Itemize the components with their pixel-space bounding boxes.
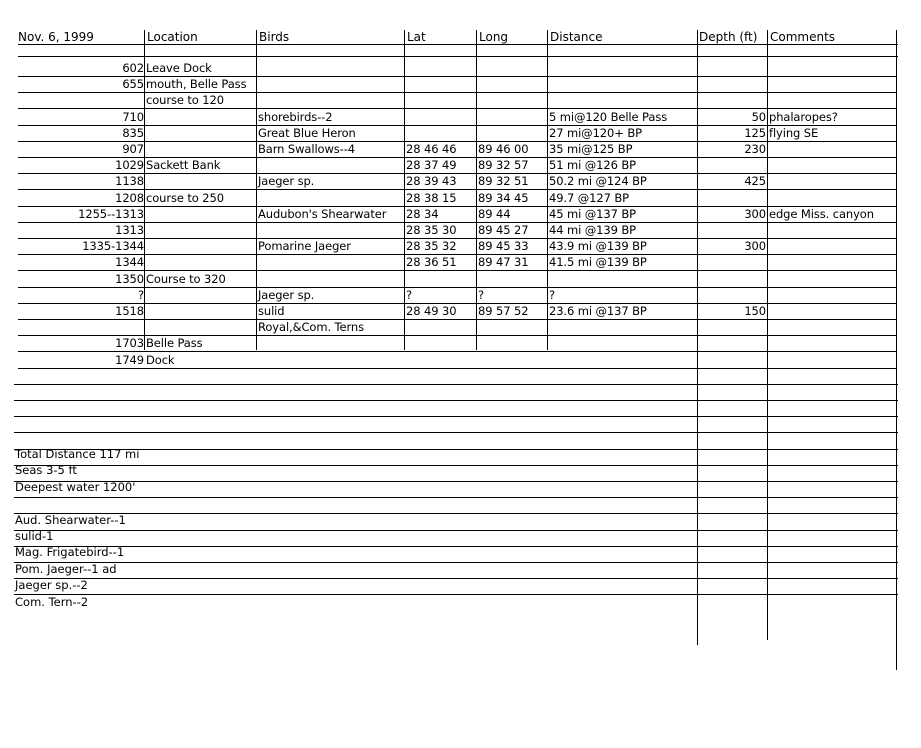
cell-lat: 28 38 15 [406,190,457,205]
row-rule [18,254,896,255]
summary-line: Pom. Jaeger--1 ad [15,561,117,576]
cell-lat: 28 35 32 [406,239,457,254]
cell-time: 1208 [115,190,144,205]
grid-rule [14,562,898,563]
cell-time: 1029 [115,158,144,173]
row-rule [18,270,896,271]
cell-long: 89 32 51 [478,174,529,189]
cell-long: 89 45 33 [478,239,529,254]
column-divider [697,30,698,645]
grid-rule [14,578,898,579]
cell-lat: 28 46 46 [406,142,457,156]
header-birds: Birds [259,30,290,44]
grid-rule [14,465,898,466]
header-underline [18,44,898,45]
cell-time: 1138 [115,174,144,189]
grid-rule [14,449,898,450]
header-date: Nov. 6, 1999 [18,30,94,44]
summary-line: Total Distance 117 mi [15,447,140,461]
cell-location: Course to 320 [146,271,226,286]
grid-rule [14,400,898,401]
row-rule [18,351,896,352]
column-divider [547,30,548,350]
cell-time: 907 [122,142,144,156]
cell-time: 1703 [115,336,144,351]
cell-long: 89 34 45 [478,190,529,205]
cell-time: 1255--1313 [78,206,144,221]
cell-time: 835 [122,125,144,140]
grid-rule [14,546,898,547]
summary-line: Mag. Frigatebird--1 [15,545,125,560]
cell-time: 1335-1344 [82,239,144,254]
cell-birds: sulid [258,304,285,318]
cell-long: 89 46 00 [478,142,529,156]
cell-time: 1749 [115,352,144,367]
cell-location: Leave Dock [146,61,212,75]
column-divider [256,30,257,350]
cell-time: 655 [122,77,144,92]
grid-rule [14,530,898,531]
cell-long: 89 57 52 [478,304,529,318]
cell-birds: Pomarine Jaeger [258,239,351,254]
cell-time: ? [137,287,144,302]
cell-comments: phalaropes? [769,109,838,124]
header-long: Long [479,30,509,44]
cell-time: 1350 [115,271,144,286]
cell-depth: 425 [744,174,766,189]
summary-line: Jaeger sp.--2 [15,578,88,593]
header-depth: Depth (ft) [699,30,758,44]
summary-line: sulid-1 [15,529,54,543]
cell-distance: 49.7 @127 BP [549,190,629,205]
cell-lat: 28 36 51 [406,255,457,270]
cell-distance: 44 mi @139 BP [549,223,636,237]
grid-rule [14,481,898,482]
header-location: Location [147,30,198,44]
row-rule [18,319,896,320]
cell-time: 1313 [115,223,144,237]
cell-distance: 43.9 mi @139 BP [549,239,647,254]
cell-distance: 51 mi @126 BP [549,158,636,173]
cell-lat: 28 49 30 [406,304,457,318]
grid-rule [14,497,898,498]
header-lat: Lat [407,30,426,44]
cell-long: 89 45 27 [478,223,529,237]
cell-lat: 28 34 [406,206,439,221]
cell-distance: 27 mi@120+ BP [549,125,642,140]
summary-line: Com. Tern--2 [15,594,89,609]
row-rule [18,222,896,223]
grid-rule [14,513,898,514]
summary-line: Seas 3-5 ft [15,463,77,478]
cell-birds: Royal,&Com. Terns [258,320,365,335]
cell-birds: shorebirds--2 [258,109,333,124]
cell-location: Dock [146,352,175,367]
cell-depth: 125 [744,125,766,140]
cell-location: Belle Pass [146,336,203,351]
cell-location: course to 250 [146,190,224,205]
column-divider [404,30,405,350]
row-rule [18,108,896,109]
cell-long: 89 32 57 [478,158,529,173]
cell-lat: ? [406,287,413,302]
cell-distance: 50.2 mi @124 BP [549,174,647,189]
cell-distance: ? [549,287,556,302]
summary-line: Aud. Shearwater--1 [15,512,126,527]
column-divider [144,30,145,350]
column-divider [476,30,477,350]
cell-comments: edge Miss. canyon [769,206,874,221]
cell-birds: Audubon's Shearwater [258,206,387,221]
cell-distance: 45 mi @137 BP [549,206,636,221]
cell-birds: Jaeger sp. [258,174,315,189]
cell-long: ? [478,287,485,302]
cell-lat: 28 37 49 [406,158,457,173]
grid-rule [14,432,898,433]
cell-time: 710 [122,109,144,124]
header-distance: Distance [550,30,603,44]
cell-time: 1518 [115,304,144,318]
header-comments: Comments [770,30,836,44]
grid-rule [14,416,898,417]
row-rule [18,189,896,190]
cell-long: 89 47 31 [478,255,529,270]
cell-distance: 35 mi@125 BP [549,142,633,156]
cell-lat: 28 39 43 [406,174,457,189]
cell-birds: Barn Swallows--4 [258,142,355,156]
cell-depth: 150 [744,304,766,318]
cell-birds: Great Blue Heron [258,125,356,140]
summary-line: Deepest water 1200' [15,479,136,494]
cell-location: mouth, Belle Pass [146,77,247,92]
grid-rule [14,594,898,595]
cell-comments: flying SE [769,125,819,140]
cell-distance: 23.6 mi @137 BP [549,304,647,318]
cell-depth: 300 [744,239,766,254]
cell-depth: 300 [744,206,766,221]
cell-location: course to 120 [146,93,224,108]
cell-time: 1344 [115,255,144,270]
grid-rule [18,56,898,57]
cell-long: 89 44 [478,206,511,221]
grid-rule [14,384,898,385]
cell-depth: 230 [744,142,766,156]
cell-distance: 5 mi@120 Belle Pass [549,109,668,124]
cell-time: 602 [122,61,144,75]
cell-depth: 50 [751,109,766,124]
cell-distance: 41.5 mi @139 BP [549,255,647,270]
cell-location: Sackett Bank [146,158,221,173]
cell-birds: Jaeger sp. [258,287,315,302]
row-rule [18,368,896,369]
cell-lat: 28 35 30 [406,223,457,237]
